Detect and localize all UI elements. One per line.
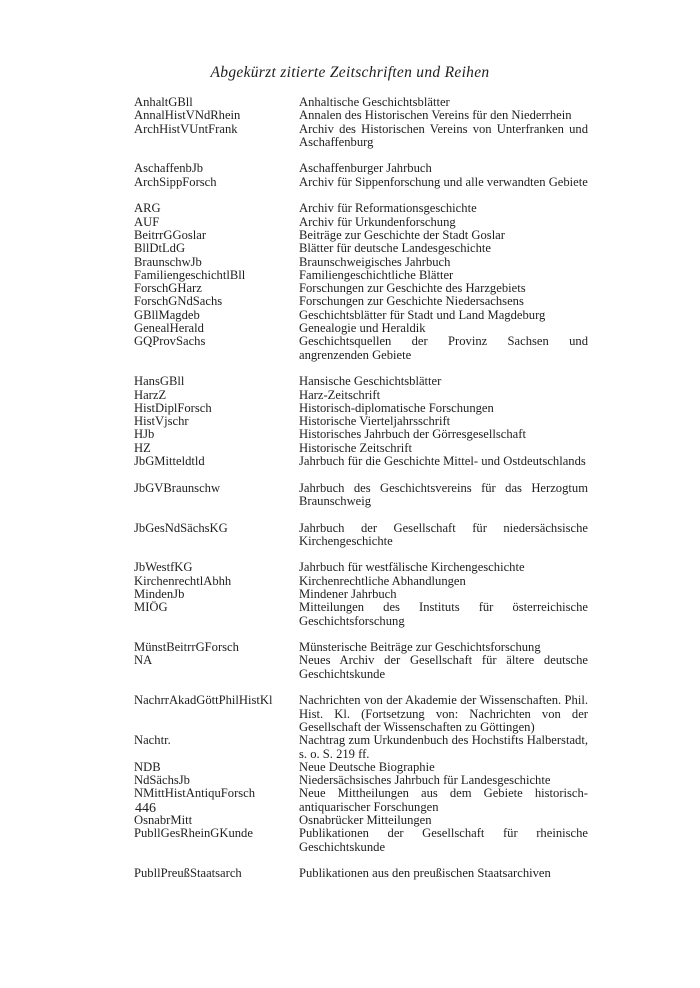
list-item (134, 814, 588, 827)
list-item (134, 269, 588, 282)
list-item (134, 415, 588, 428)
full-title: Hansische Geschichtsblätter (299, 374, 442, 389)
list-item (134, 761, 588, 774)
list-item (134, 202, 588, 215)
full-title: Familiengeschichtliche Blätter (299, 267, 454, 282)
full-title: Nachrichten von der Akademie der Wissenschaften. Phil. Hist. Kl. (Fortsetzung von: Nachrichten von der Gesellschaft der Wissenschaften zu Göttingen) (299, 693, 588, 734)
full-title: Historische Vierteljahrsschrift (299, 414, 451, 429)
abbreviation: AUF (134, 215, 160, 229)
list-item (134, 256, 588, 269)
abbreviation: MünstBeitrrGForsch (134, 641, 239, 655)
full-title: Historische Zeitschrift (299, 440, 412, 455)
full-title: Nachtrag zum Urkundenbuch des Hochstifts Halberstadt, s. o. S. 219 ff. (299, 733, 588, 761)
list-item (134, 455, 588, 468)
abbreviation: PubllGesRheinGKunde (134, 827, 253, 841)
full-title: Archiv für Urkundenforschung (299, 214, 456, 229)
abbreviation: ArchSippForsch (134, 175, 217, 189)
full-title: Aschaffenburger Jahrbuch (299, 161, 432, 176)
list-item (134, 827, 588, 854)
full-title: Neue Mittheilungen aus dem Gebiete historisch-antiquarischer Forschungen (299, 786, 588, 814)
full-title: Kirchenrechtliche Abhandlungen (299, 573, 466, 588)
abbreviation: NMittHistAntiquForsch (134, 787, 256, 801)
abbreviation: HarzZ (134, 388, 167, 402)
full-title: Osnabrücker Mitteilungen (299, 813, 432, 828)
list-item (134, 295, 588, 308)
list-item (134, 282, 588, 295)
abbreviation: AnhaltGBll (134, 96, 193, 109)
abbreviation: KirchenrechtlAbhh (134, 574, 232, 588)
full-title: Neues Archiv der Gesellschaft für ältere deutsche Geschichtskunde (299, 653, 588, 681)
list-item (134, 335, 588, 362)
abbreviation: OsnabrMitt (134, 814, 193, 828)
full-title: Historisches Jahrbuch der Görresgesellschaft (299, 427, 526, 442)
list-item (134, 641, 588, 654)
full-title: Annalen des Historischen Vereins für den Niederrhein (299, 108, 572, 123)
list-item (134, 123, 588, 150)
list-item (134, 787, 588, 814)
page-title: Abgekürzt zitierte Zeitschriften und Reihen (210, 64, 490, 81)
full-title: Niedersächsisches Jahrbuch für Landesgeschichte (299, 773, 551, 788)
list-item (134, 216, 588, 229)
full-title: Jahrbuch für westfälische Kirchengeschichte (299, 560, 525, 575)
abbreviation: NA (134, 654, 153, 668)
full-title: Forschungen zur Geschichte Niedersachsens (299, 294, 524, 309)
list-item (134, 428, 588, 441)
full-title: Mindener Jahrbuch (299, 586, 397, 601)
full-title: Mitteilungen des Instituts für österreichische Geschichtsforschung (299, 600, 588, 628)
abbreviation: BraunschwJb (134, 255, 202, 269)
list-item (134, 442, 588, 455)
abbreviation: JbGVBraunschw (134, 481, 221, 495)
full-title: Anhaltische Geschichtsblätter (299, 95, 450, 109)
full-title: Jahrbuch für die Geschichte Mittel- und Ostdeutschlands (299, 454, 586, 469)
list-item (134, 522, 588, 549)
full-title: Archiv für Sippenforschung und alle verwandten Gebiete (299, 174, 588, 189)
list-item (134, 694, 588, 734)
full-title: Historisch-diplomatische Forschungen (299, 400, 494, 415)
list-item (134, 322, 588, 335)
abbreviation: HansGBll (134, 375, 185, 389)
full-title: Harz-Zeitschrift (299, 387, 381, 402)
abbreviation: MIÖG (134, 601, 168, 615)
full-title: Genealogie und Heraldik (299, 321, 426, 336)
abbreviation: BllDtLdG (134, 242, 186, 256)
abbreviation: ForschGHarz (134, 282, 202, 296)
full-title: Blätter für deutsche Landesgeschichte (299, 241, 491, 256)
abbreviation: HistVjschr (134, 415, 189, 429)
list-item (134, 389, 588, 402)
list-item (134, 601, 588, 628)
full-title: Publikationen aus den preußischen Staatsarchiven (299, 866, 551, 881)
abbreviation: JbGMitteldtld (134, 455, 205, 469)
abbreviation: Nachtr. (134, 734, 171, 748)
abbreviation: AnnalHistVNdRhein (134, 109, 241, 123)
full-title: Archiv für Reformationsgeschichte (299, 201, 477, 216)
full-title: Geschichtsquellen der Provinz Sachsen und angrenzenden Gebiete (299, 334, 588, 362)
list-item (134, 867, 588, 880)
abbreviation: ArchHistVUntFrank (134, 122, 238, 136)
abbreviation: MindenJb (134, 587, 185, 601)
abbreviation: HZ (134, 441, 151, 455)
full-title: Archiv des Historischen Vereins von Unterfranken und Aschaffenburg (299, 121, 588, 149)
abbreviation: FamiliengeschichtlBll (134, 268, 246, 282)
abbreviation: GenealHerald (134, 322, 204, 336)
list-item (134, 575, 588, 588)
list-item (134, 375, 588, 388)
full-title: Forschungen zur Geschichte des Harzgebiets (299, 281, 526, 296)
full-title: Jahrbuch der Gesellschaft für niedersächsische Kirchengeschichte (299, 520, 588, 548)
list-item (134, 774, 588, 787)
list-item (134, 176, 588, 189)
abbreviation: ForschGNdSachs (134, 295, 223, 309)
full-title: Jahrbuch des Geschichtsvereins für das Herzogtum Braunschweig (299, 480, 588, 508)
abbreviation: NDB (134, 760, 161, 774)
list-item (134, 162, 588, 175)
abbreviation: HistDiplForsch (134, 401, 212, 415)
list-item (134, 588, 588, 601)
abbreviation: HJb (134, 428, 155, 442)
list-item (134, 109, 588, 122)
abbreviation-list (134, 96, 588, 881)
abbreviation: GQProvSachs (134, 335, 206, 349)
page-number: 446 (135, 801, 156, 816)
abbreviation: GBllMagdeb (134, 308, 200, 322)
list-item (134, 561, 588, 574)
abbreviation: NdSächsJb (134, 774, 190, 788)
full-title: Braunschweigisches Jahrbuch (299, 254, 451, 269)
abbreviation: AschaffenbJb (134, 162, 204, 176)
list-item (134, 482, 588, 509)
abbreviation: PubllPreußStaatsarch (134, 867, 242, 881)
list-item (134, 654, 588, 681)
abbreviation: NachrrAkadGöttPhilHistKl (134, 694, 273, 708)
list-item (134, 242, 588, 255)
abbreviation: ARG (134, 202, 161, 216)
full-title: Publikationen der Gesellschaft für rheinische Geschichtskunde (299, 826, 588, 854)
full-title: Beiträge zur Geschichte der Stadt Goslar (299, 227, 505, 242)
full-title: Geschichtsblätter für Stadt und Land Magdeburg (299, 307, 546, 322)
abbreviation: BeitrrGGoslar (134, 228, 207, 242)
list-item (134, 96, 588, 109)
list-item (134, 309, 588, 322)
full-title: Neue Deutsche Biographie (299, 759, 435, 774)
list-item (134, 229, 588, 242)
abbreviation: JbWestfKG (134, 561, 193, 575)
abbreviation: JbGesNdSächsKG (134, 521, 228, 535)
list-item (134, 734, 588, 761)
list-item (134, 402, 588, 415)
full-title: Münsterische Beiträge zur Geschichtsforschung (299, 640, 541, 655)
